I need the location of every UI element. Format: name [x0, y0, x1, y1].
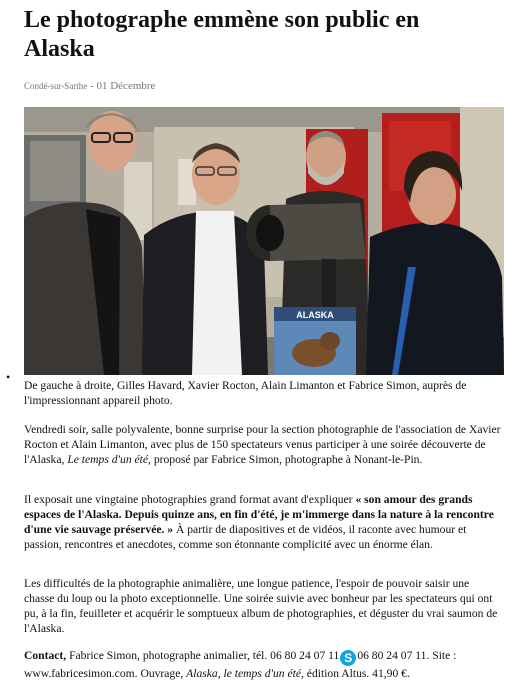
article-date: 01 Décembre [96, 80, 156, 92]
article-location: Condé-sur-Sarthe [24, 81, 88, 91]
contact-text-3: édition Altus. 41,90 €. [303, 667, 410, 680]
dateline [24, 80, 494, 92]
paragraph-1-text: Vendredi soir, salle polyvalente, bonne surprise pour la section photographie de l'association de Xavier Rocton et Alain Limanton, avec plus de 150 spectateurs venus participer à une soirée découverte de l'Alaska, [24, 423, 501, 466]
paragraph-1-end: proposé par Fabrice Simon, photographe à Nonant-le-Pin. [150, 453, 423, 466]
paragraph-2 [24, 492, 502, 552]
paragraph-1 [24, 422, 502, 467]
paragraph-2-end: À partir de diapositives et de vidéos, il raconte avec humour et passion, rencontres et anecdotes, comme son étonnante complicité avec un énorme élan. [24, 523, 467, 551]
skype-icon[interactable]: S [340, 650, 356, 666]
article-title: Le photographe emmène son public en Alaska [24, 7, 420, 62]
contact-text-2: . Site : www.fabricesimon.com. Ouvrage, [24, 649, 457, 680]
book-title: ALASKA [296, 310, 334, 320]
contact-book-title: Alaska, le temps d'un été, [186, 667, 304, 680]
paragraph-3: Les difficultés de la photographie animalière, une longue patience, l'espoir de pouvoir saisir une chasse du loup ou la photo exceptionnelle. Une soirée suivie avec bonheur par les spectateurs qui ont pu, à la fin, feuilleter et acquérir le somptueux album de photographies, et déguster du vrai saumon de l'Alaska. [24, 577, 498, 635]
paragraph-1-italic: Le temps d'un été, [67, 453, 151, 466]
list-bullet: • [6, 370, 11, 384]
contact-phone-2: 06 80 24 07 11 [357, 649, 427, 662]
contact-paragraph [24, 648, 502, 680]
date-separator: - [87, 80, 97, 92]
article-photo [24, 107, 504, 375]
paragraph-2-text: Il exposait une vingtaine photographies grand format avant d'expliquer [24, 493, 356, 506]
paragraph-2-quote: « son amour des grands espaces de l'Alaska. Depuis quinze ans, en fin d'été, je m'immerge dans la nature à la rencontre d'une vie sauvage préservée. » [24, 493, 494, 536]
contact-text-1: Fabrice Simon, photographe animalier, tél. 06 80 24 07 11 [66, 649, 340, 662]
contact-label: Contact, [24, 649, 67, 662]
photo-caption: De gauche à droite, Gilles Havard, Xavier Rocton, Alain Limanton et Fabrice Simon, auprès de l'impressionnant appareil photo. [24, 379, 467, 407]
